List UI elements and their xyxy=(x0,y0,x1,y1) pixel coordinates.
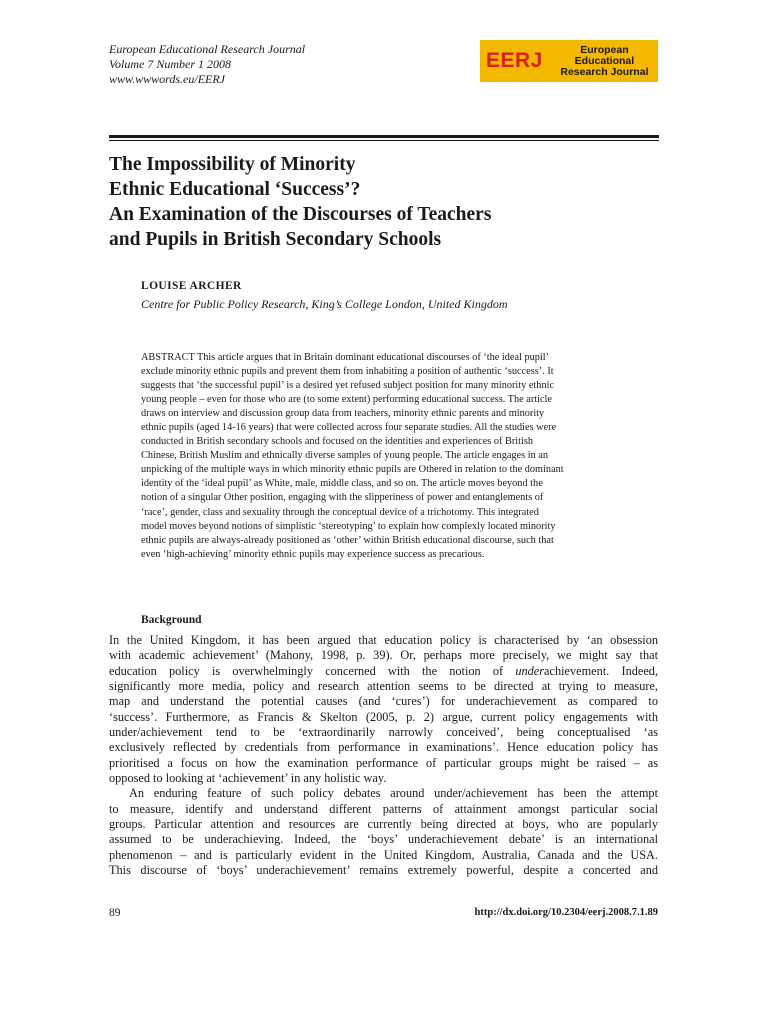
abstract-line: ABSTRACT This article argues that in Britain dominant educational discourses of ‘the ideal pupil’ xyxy=(141,352,550,363)
title-line: The Impossibility of Minority xyxy=(109,154,356,175)
line-text: achievement. Indeed, xyxy=(544,663,658,678)
abstract-line: draws on interview and discussion group data from teachers, minority ethnic parents and minority xyxy=(141,408,545,420)
doi-link[interactable]: http://dx.doi.org/10.2304/eerj.2008.7.1.89 xyxy=(474,907,658,918)
paragraph-line: ‘success’. Furthermore, as Francis & Skelton (2005, p. 2) argue, current policy engagements with xyxy=(109,709,658,724)
logo-abbreviation: EERJ xyxy=(486,49,543,72)
paragraph-line: opposed to looking at ‘achievement’ in any holistic way. xyxy=(109,771,387,786)
paragraph-line: to measure, identify and understand different patterns of attainment amongst particular social xyxy=(109,801,658,816)
journal-volume: Volume 7 Number 1 2008 xyxy=(109,57,231,71)
paragraph-line: prioritised a focus on how the examination performance of particular groups might be raised – as xyxy=(109,755,658,770)
abstract-line: notion of a singular Other position, engaging with the slipperiness of power and entanglements of xyxy=(141,492,544,504)
abstract-line: exclude minority ethnic pupils and prevent them from inhabiting a position of authentic ‘success’. It xyxy=(141,366,554,378)
journal-name: European Educational Research Journal xyxy=(109,42,306,56)
paragraph-line: An enduring feature of such policy debates around under/achievement has been the attempt xyxy=(129,786,658,801)
paragraph-line: phenomenon – and is particularly evident in the United Kingdom, Australia, Canada and the USA. xyxy=(109,847,658,862)
article-title xyxy=(109,152,491,252)
abstract-line: even ‘high-achieving’ minority ethnic pupils may experience success as precarious. xyxy=(141,548,485,560)
paragraph-line: This discourse of ‘boys’ underachievement’ remains extremely powerful, despite a concerted and xyxy=(109,863,658,878)
paragraph-line: under/achievement tend to be ‘extraordinarily narrowly conceived’, being conceptualised ‘as xyxy=(109,725,658,740)
header-rule-thin xyxy=(109,140,659,141)
logo-name-line1: European Educational xyxy=(574,43,635,67)
title-line: An Examination of the Discourses of Teachers xyxy=(109,204,492,225)
journal-url: www.wwwords.eu/EERJ xyxy=(109,72,226,86)
emphasis-under: under xyxy=(515,663,545,678)
journal-info xyxy=(109,42,305,87)
section-heading: Background xyxy=(141,614,202,626)
author-name: LOUISE ARCHER xyxy=(141,280,242,292)
paragraph-line: assumed to be underachieving. Indeed, the ‘boys’ underachievement debate’ is an international xyxy=(109,832,658,847)
abstract-line: identity of the ‘ideal pupil’ as White, male, middle class, and so on. The article moves beyond the xyxy=(141,478,543,490)
paragraph-line: map and understand the potential causes (and ‘cures’) for underachievement as compared to xyxy=(109,694,658,709)
line-text: education policy is overwhelmingly concerned with the notion of xyxy=(109,663,516,678)
author-affiliation: Centre for Public Policy Research, King’s College London, United Kingdom xyxy=(141,297,508,311)
abstract-line: ethnic pupils are always-already positioned as ‘other’ within British educational discourse, such that xyxy=(141,534,554,546)
abstract-line: unpicking of the multiple ways in which minority ethnic pupils are Othered in relation to the dominant xyxy=(141,464,564,476)
abstract-line: model moves beyond notions of simplistic ‘stereotyping’ to explain how complexly located minority xyxy=(141,520,556,532)
paragraph-line: significantly more media, policy and research attention seems to be directed at trying to measure, xyxy=(109,679,658,694)
abstract xyxy=(141,351,641,562)
paragraph-line: In the United Kingdom, it has been argued that education policy is characterised by ‘an obsession xyxy=(109,633,658,647)
page-number: 89 xyxy=(109,907,121,919)
abstract-line: suggests that ‘the successful pupil’ is a desired yet refused subject position for many minority ethnic xyxy=(141,380,555,392)
abstract-line: conducted in British secondary schools and focused on the identities and experiences of British xyxy=(141,436,534,448)
body-text xyxy=(109,633,658,879)
abstract-line: ethnic pupils (aged 14-16 years) that were collected across four separate studies. All the studies were xyxy=(141,422,557,434)
abstract-line: ‘race’, gender, class and sexuality through the conceptual device of a trichotomy. This integrated xyxy=(141,506,539,518)
title-line: and Pupils in British Secondary Schools xyxy=(109,229,442,250)
title-line: Ethnic Educational ‘Success’? xyxy=(109,179,361,200)
paragraph-line: exclusively reflected by credentials from performance in examinations’. Hence education policy has xyxy=(109,740,658,755)
logo-journal-name xyxy=(551,45,658,78)
paragraph-line xyxy=(109,664,658,679)
logo-name-line2: Research Journal xyxy=(560,65,649,78)
paragraph-line: with academic achievement’ (Mahony, 1998, p. 39). Or, perhaps more precisely, we might say that xyxy=(109,648,658,663)
journal-logo xyxy=(480,40,658,82)
abstract-line: young people – even for those who are (to some extent) performing educational success. The article xyxy=(141,394,552,406)
paragraph-line: groups. Particular attention and resources are currently being directed at boys, who are popularly xyxy=(109,817,658,832)
abstract-line: Chinese, British Muslim and ethnically diverse samples of young people. The article engages in an xyxy=(141,450,549,462)
header-rule-thick xyxy=(109,135,659,138)
